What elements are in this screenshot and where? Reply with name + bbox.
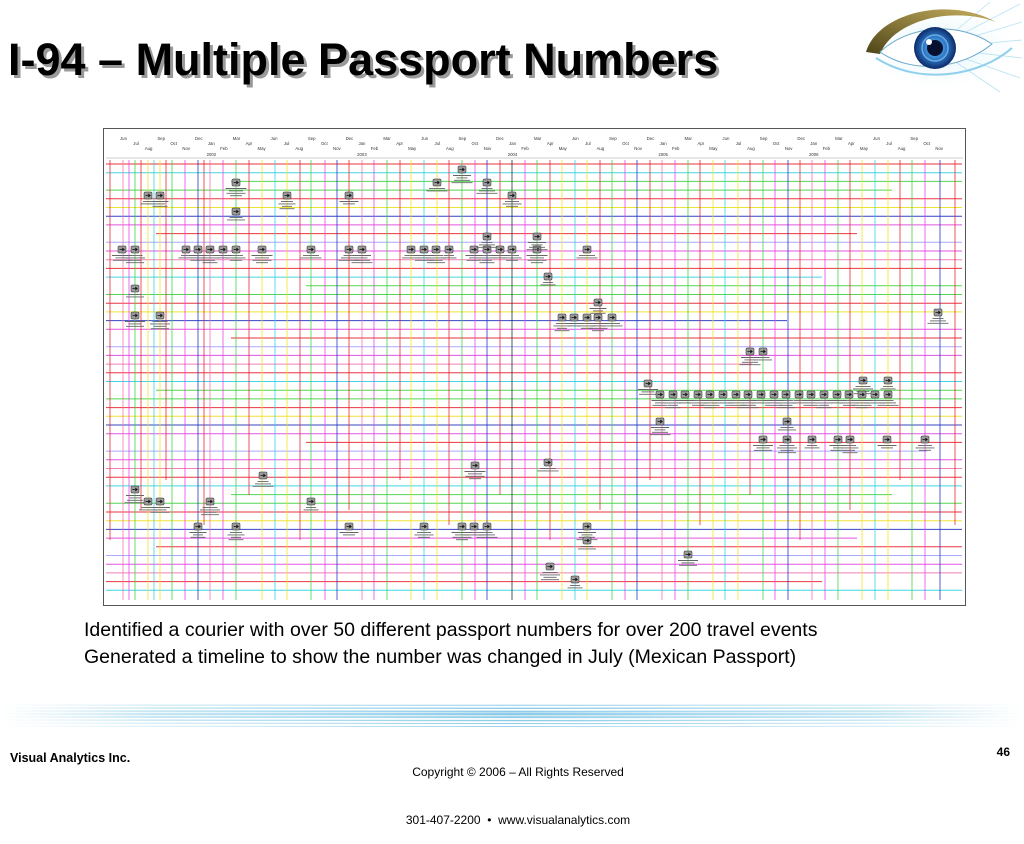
slide-caption — [84, 617, 817, 671]
month-tick-label: Nov — [935, 146, 944, 151]
timeline-header — [106, 136, 963, 158]
month-tick-label: Sep — [458, 136, 467, 141]
month-tick-label: May — [709, 146, 718, 151]
month-tick-label: Dec — [496, 136, 504, 141]
month-tick-label: Apr — [546, 141, 554, 146]
event-node — [565, 314, 584, 326]
month-tick-label: Jun — [571, 136, 579, 141]
event-node — [477, 233, 498, 247]
event-node — [590, 299, 607, 313]
event-node — [179, 246, 194, 258]
month-tick-label: Jan — [509, 141, 517, 146]
month-tick-label: Apr — [396, 141, 403, 146]
footer-streak-line — [0, 723, 1024, 724]
event-node — [928, 309, 949, 323]
slide-title: I-94 – Multiple Passport Numbers — [8, 34, 719, 85]
year-label: 2002 — [206, 152, 217, 157]
vertical-timeline-lines — [110, 160, 955, 600]
month-tick-label: Mar — [835, 136, 843, 141]
event-node — [878, 391, 899, 405]
event-nodes — [112, 166, 949, 588]
caption-line: Identified a courier with over 50 different passport numbers for over 200 travel events — [84, 619, 818, 641]
month-tick-label: Aug — [897, 146, 906, 151]
month-tick-label: Oct — [170, 141, 178, 146]
event-node — [541, 273, 556, 285]
month-tick-label: Aug — [596, 146, 605, 151]
month-tick-label: Aug — [747, 146, 755, 151]
month-tick-label: Jul — [434, 141, 440, 146]
month-tick-label: Aug — [144, 146, 153, 151]
year-label: 2004 — [507, 152, 518, 157]
event-node — [753, 436, 773, 450]
event-node — [415, 523, 434, 537]
month-tick-label: Jun — [120, 136, 127, 141]
event-node — [253, 472, 274, 486]
month-tick-label: Jun — [722, 136, 730, 141]
event-node — [778, 418, 796, 430]
contact-text: 301-407-2200 • www.visualanalytics.com — [405, 813, 631, 827]
copyright-block — [318, 732, 718, 844]
footer-streak-line — [0, 720, 1024, 721]
footer-streak-line — [0, 704, 1024, 706]
month-tick-label: Dec — [646, 136, 655, 141]
year-label: 2005 — [658, 152, 668, 157]
month-tick-label: Feb — [671, 146, 680, 151]
month-tick-label: Jan — [207, 141, 215, 146]
footer-streak-line — [0, 707, 1024, 709]
month-tick-label: May — [558, 146, 567, 151]
month-tick-label: Feb — [822, 146, 831, 151]
month-tick-label: Sep — [910, 136, 918, 141]
event-node — [713, 391, 734, 403]
month-tick-label: Aug — [295, 146, 304, 151]
event-node — [650, 418, 671, 435]
month-tick-label: Sep — [157, 136, 165, 141]
month-tick-label: Mar — [684, 136, 692, 141]
event-node — [125, 312, 145, 326]
caption-line: Generated a timeline to show the number was changed in July (Mexican Passport) — [84, 646, 797, 668]
passport-timeline-diagram — [104, 129, 965, 605]
month-tick-label: Nov — [483, 146, 492, 151]
footer-streak-line — [0, 716, 1024, 717]
event-node — [540, 563, 560, 580]
month-tick-label: Feb — [220, 146, 228, 151]
month-tick-label: Dec — [194, 136, 203, 141]
event-node — [752, 391, 770, 403]
month-tick-label: Feb — [521, 146, 529, 151]
event-node — [792, 391, 807, 403]
month-tick-label: Dec — [345, 136, 354, 141]
company-name: Visual Analytics Inc. — [10, 751, 131, 765]
month-tick-label: Sep — [609, 136, 617, 141]
year-label: 2003 — [357, 152, 367, 157]
month-tick-label: Oct — [320, 141, 328, 146]
month-tick-label: Jul — [735, 141, 742, 146]
month-tick-label: Jan — [659, 141, 667, 146]
event-node — [227, 246, 246, 260]
logo-highlight — [926, 39, 932, 45]
event-node — [678, 551, 698, 565]
footer-streak-line — [0, 711, 1024, 712]
event-node — [638, 380, 658, 394]
month-tick-label: Feb — [370, 146, 379, 151]
month-tick-label: Nov — [784, 146, 793, 151]
month-tick-label: Jan — [358, 141, 366, 146]
month-tick-label: Nov — [634, 146, 642, 151]
month-tick-label: Sep — [307, 136, 316, 141]
eye-logo — [840, 0, 1024, 95]
month-tick-label: Jul — [133, 141, 139, 146]
month-tick-label: May — [859, 146, 869, 151]
event-node — [538, 459, 559, 471]
month-tick-label: Jun — [873, 136, 880, 141]
event-node — [477, 523, 498, 537]
month-tick-label: Nov — [182, 146, 191, 151]
month-tick-label: Jul — [283, 141, 290, 146]
month-tick-label: Jan — [810, 141, 818, 146]
event-node — [190, 523, 207, 537]
month-tick-label: Mar — [232, 136, 241, 141]
month-tick-label: Jun — [421, 136, 429, 141]
footer-streak-line — [0, 726, 1024, 727]
month-tick-label: Oct — [471, 141, 479, 146]
month-tick-label: May — [408, 146, 417, 151]
month-tick-label: Jul — [585, 141, 591, 146]
page-number: 46 — [996, 745, 1010, 759]
month-tick-label: Apr — [848, 141, 855, 146]
event-node — [503, 246, 522, 260]
event-node — [777, 436, 797, 453]
event-node — [828, 391, 847, 403]
month-tick-label: Jun — [270, 136, 278, 141]
month-tick-label: Oct — [923, 141, 931, 146]
event-node — [676, 391, 695, 403]
month-tick-label: Apr — [245, 141, 253, 146]
month-tick-label: Jul — [886, 141, 892, 146]
month-tick-label: Nov — [333, 146, 341, 151]
footer-streak-line — [0, 713, 1024, 714]
event-node — [339, 246, 360, 260]
month-tick-label: Mar — [383, 136, 391, 141]
event-node — [916, 436, 935, 450]
month-tick-label: Apr — [697, 141, 705, 146]
month-tick-label: May — [257, 146, 266, 151]
footer-streaks — [0, 696, 1024, 736]
month-tick-label: Mar — [533, 136, 542, 141]
year-label: 2006 — [808, 152, 819, 157]
month-tick-label: Sep — [759, 136, 768, 141]
copyright-text: Copyright © 2006 – All Rights Reserved — [412, 765, 624, 779]
month-tick-label: Dec — [797, 136, 806, 141]
month-tick-label: Oct — [622, 141, 629, 146]
month-tick-label: Oct — [772, 141, 780, 146]
month-tick-label: Aug — [445, 146, 454, 151]
timeline-diagram-frame — [103, 128, 966, 606]
